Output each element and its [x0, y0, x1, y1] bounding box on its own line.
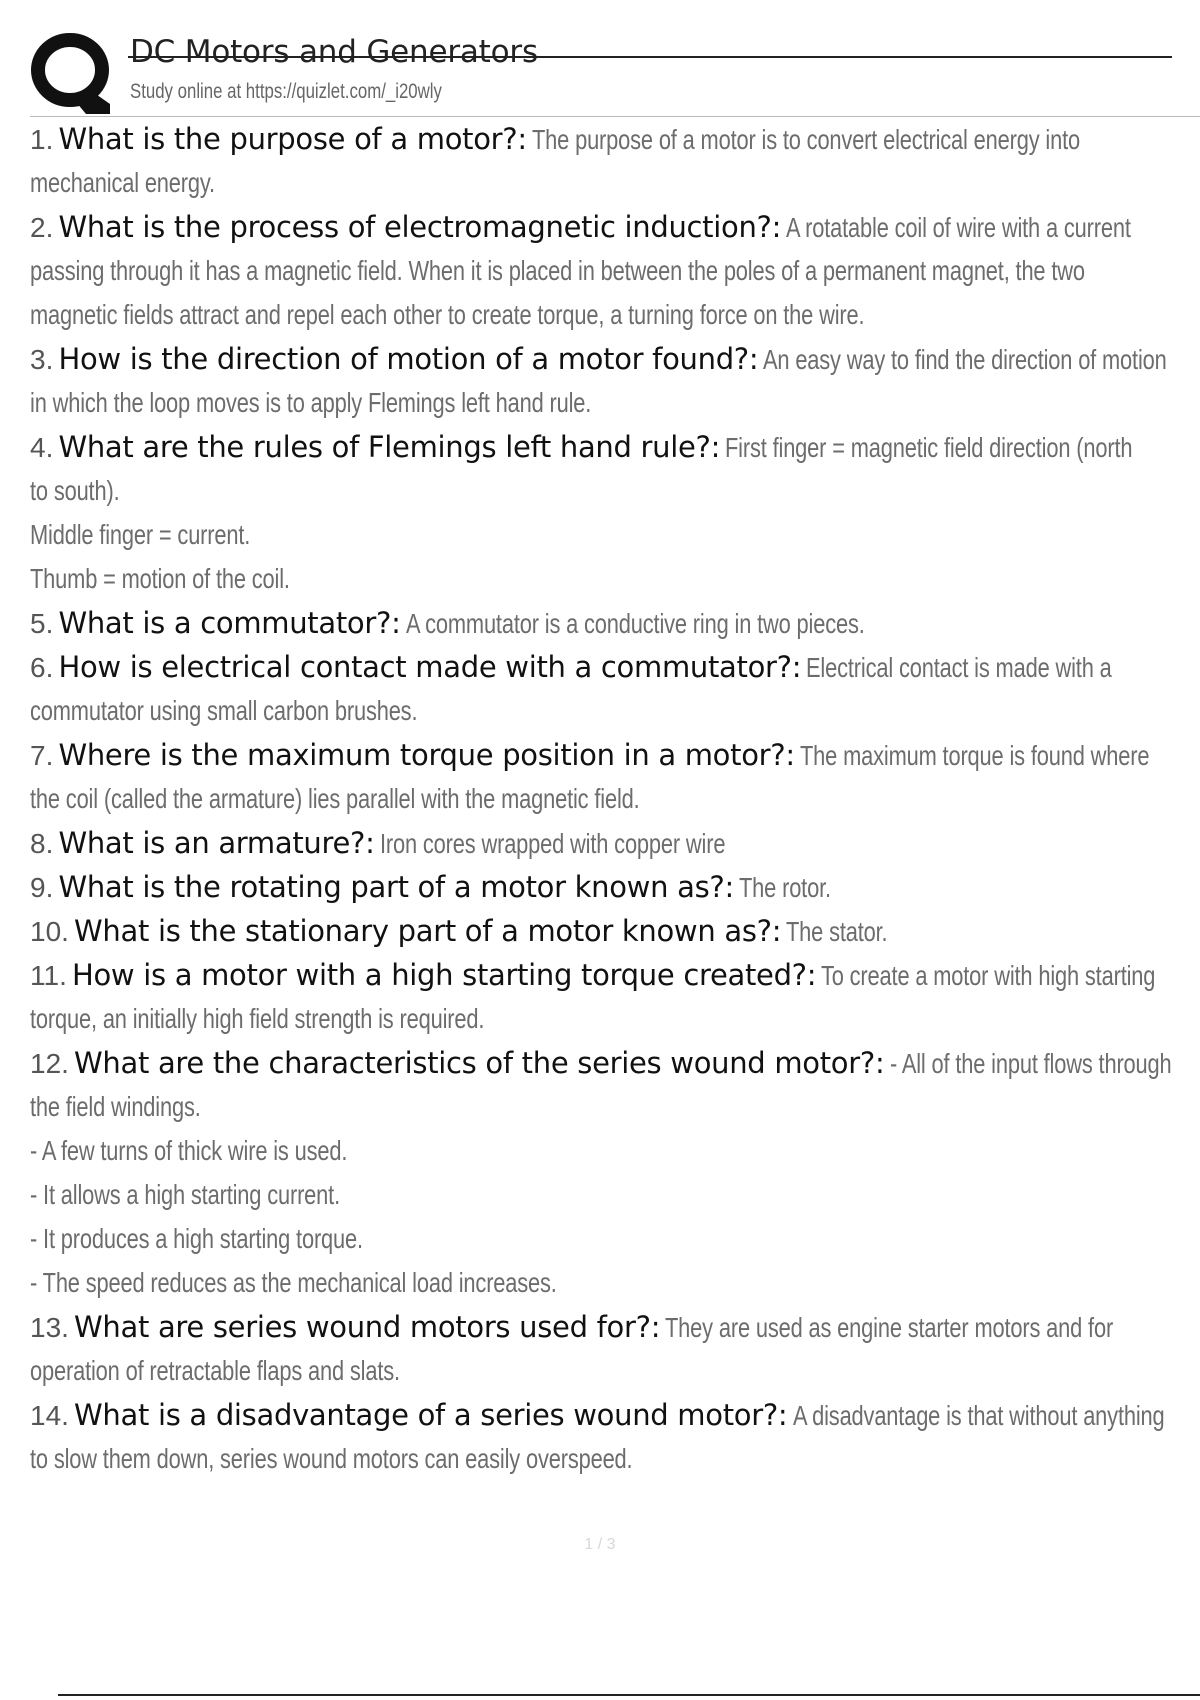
question-text: Where is the maximum torque position in a motor?: — [58, 738, 795, 772]
study-online-link[interactable]: Study online at https://quizlet.com/_i20wly — [130, 80, 442, 103]
answer-text: - It allows a high starting current. — [30, 1179, 340, 1210]
flashcard-first-line — [30, 909, 1200, 953]
document-title: DC Motors and Generators — [130, 34, 538, 70]
answer-text: A rotatable coil of wire with a current — [786, 212, 1131, 243]
answer-continuation-line — [30, 997, 1200, 1041]
question-text: What is the process of electromagnetic induction?: — [58, 210, 782, 244]
answer-continuation-line — [30, 1217, 1200, 1261]
item-number: 4. — [30, 432, 54, 463]
question-text: What is the rotating part of a motor known as?: — [58, 870, 734, 904]
answer-text: The stator. — [786, 916, 888, 947]
answer-continuation-line — [30, 1173, 1200, 1217]
flashcard-item — [30, 953, 1200, 1041]
item-number: 3. — [30, 344, 54, 375]
answer-text: passing through it has a magnetic field. When it is placed in between the poles of a permanent magnet, the two — [30, 255, 1085, 286]
question-text: What are the rules of Flemings left hand rule?: — [58, 430, 721, 464]
question-text: What is a commutator?: — [58, 606, 401, 640]
question-text: What are the characteristics of the series wound motor?: — [74, 1046, 885, 1080]
flashcard-first-line — [30, 1393, 1200, 1437]
flashcard-first-line — [30, 117, 1200, 161]
answer-text: Thumb = motion of the coil. — [30, 563, 290, 594]
answer-continuation-line — [30, 469, 1200, 513]
answer-text: Electrical contact is made with a — [806, 652, 1112, 683]
item-number: 7. — [30, 740, 54, 771]
question-text: How is the direction of motion of a motor found?: — [58, 342, 759, 376]
item-number: 8. — [30, 828, 54, 859]
answer-text: - The speed reduces as the mechanical load increases. — [30, 1267, 557, 1298]
flashcard-item — [30, 1393, 1200, 1481]
item-number: 9. — [30, 872, 54, 903]
flashcard-first-line — [30, 1305, 1200, 1349]
answer-continuation-line — [30, 381, 1200, 425]
flashcard-first-line — [30, 337, 1200, 381]
footer-divider — [58, 1694, 1200, 1696]
item-number: 11. — [30, 960, 67, 991]
answer-text: They are used as engine starter motors and for — [665, 1312, 1114, 1343]
answer-continuation-line — [30, 1085, 1200, 1129]
flashcard-item — [30, 1041, 1200, 1305]
item-number: 2. — [30, 212, 54, 243]
answer-continuation-line — [30, 1349, 1200, 1393]
answer-text: To create a motor with high starting — [821, 960, 1156, 991]
flashcard-item — [30, 1305, 1200, 1393]
flashcard-list — [30, 117, 1200, 1481]
question-text: What is the stationary part of a motor known as?: — [74, 914, 782, 948]
flashcard-first-line — [30, 1041, 1200, 1085]
answer-continuation-line — [30, 513, 1200, 557]
answer-text: magnetic fields attract and repel each other to create torque, a turning force on the wire. — [30, 299, 865, 330]
question-text: What is an armature?: — [58, 826, 375, 860]
page-number: 1 / 3 — [584, 1536, 616, 1553]
question-text: What is a disadvantage of a series wound motor?: — [74, 1398, 788, 1432]
question-text: How is a motor with a high starting torque created?: — [71, 958, 817, 992]
flashcard-item — [30, 117, 1200, 205]
flashcard-first-line — [30, 425, 1200, 469]
answer-text: The rotor. — [739, 872, 831, 903]
answer-text: in which the loop moves is to apply Flemings left hand rule. — [30, 387, 592, 418]
flashcard-item — [30, 821, 1200, 865]
answer-continuation-line — [30, 1129, 1200, 1173]
item-number: 12. — [30, 1048, 69, 1079]
answer-text: The purpose of a motor is to convert electrical energy into — [531, 124, 1080, 155]
quizlet-q-logo-icon — [30, 30, 142, 114]
answer-text: First finger = magnetic field direction (north — [725, 432, 1133, 463]
answer-text: A commutator is a conductive ring in two pieces. — [405, 608, 865, 639]
answer-text: operation of retractable flaps and slats. — [30, 1355, 400, 1386]
answer-continuation-line — [30, 777, 1200, 821]
flashcard-item — [30, 645, 1200, 733]
flashcard-first-line — [30, 865, 1200, 909]
item-number: 6. — [30, 652, 54, 683]
answer-text: torque, an initially high field strength is required. — [30, 1003, 485, 1034]
answer-text: - All of the input flows through — [889, 1048, 1172, 1079]
answer-text: A disadvantage is that without anything — [792, 1400, 1165, 1431]
answer-continuation-line — [30, 1261, 1200, 1305]
answer-continuation-line — [30, 557, 1200, 601]
answer-text: the field windings. — [30, 1091, 201, 1122]
answer-text: Iron cores wrapped with copper wire — [379, 828, 726, 859]
flashcard-first-line — [30, 601, 1200, 645]
flashcard-first-line — [30, 205, 1200, 249]
answer-continuation-line — [30, 689, 1200, 733]
flashcard-item — [30, 337, 1200, 425]
answer-text: to slow them down, series wound motors can easily overspeed. — [30, 1443, 633, 1474]
flashcard-first-line — [30, 733, 1200, 777]
answer-text: - It produces a high starting torque. — [30, 1223, 363, 1254]
question-text: What are series wound motors used for?: — [74, 1310, 661, 1344]
answer-continuation-line — [30, 1437, 1200, 1481]
flashcard-item — [30, 205, 1200, 337]
page-header — [30, 30, 1200, 116]
answer-text: An easy way to find the direction of motion — [763, 344, 1168, 375]
flashcard-item — [30, 865, 1200, 909]
answer-continuation-line — [30, 249, 1200, 293]
item-number: 5. — [30, 608, 54, 639]
flashcard-item — [30, 601, 1200, 645]
answer-text: mechanical energy. — [30, 167, 215, 198]
answer-text: Middle finger = current. — [30, 519, 251, 550]
item-number: 14. — [30, 1400, 69, 1431]
question-text: How is electrical contact made with a commutator?: — [58, 650, 802, 684]
flashcard-item — [30, 733, 1200, 821]
answer-continuation-line — [30, 161, 1200, 205]
flashcard-item — [30, 425, 1200, 601]
question-text: What is the purpose of a motor?: — [58, 122, 527, 156]
flashcard-first-line — [30, 821, 1200, 865]
item-number: 13. — [30, 1312, 69, 1343]
answer-text: to south). — [30, 475, 120, 506]
flashcard-first-line — [30, 645, 1200, 689]
flashcard-item — [30, 909, 1200, 953]
answer-continuation-line — [30, 293, 1200, 337]
item-number: 1. — [30, 124, 54, 155]
answer-text: - A few turns of thick wire is used. — [30, 1135, 348, 1166]
answer-text: commutator using small carbon brushes. — [30, 695, 418, 726]
flashcard-first-line — [30, 953, 1200, 997]
answer-text: The maximum torque is found where — [799, 740, 1150, 771]
answer-text: the coil (called the armature) lies parallel with the magnetic field. — [30, 783, 640, 814]
item-number: 10. — [30, 916, 69, 947]
